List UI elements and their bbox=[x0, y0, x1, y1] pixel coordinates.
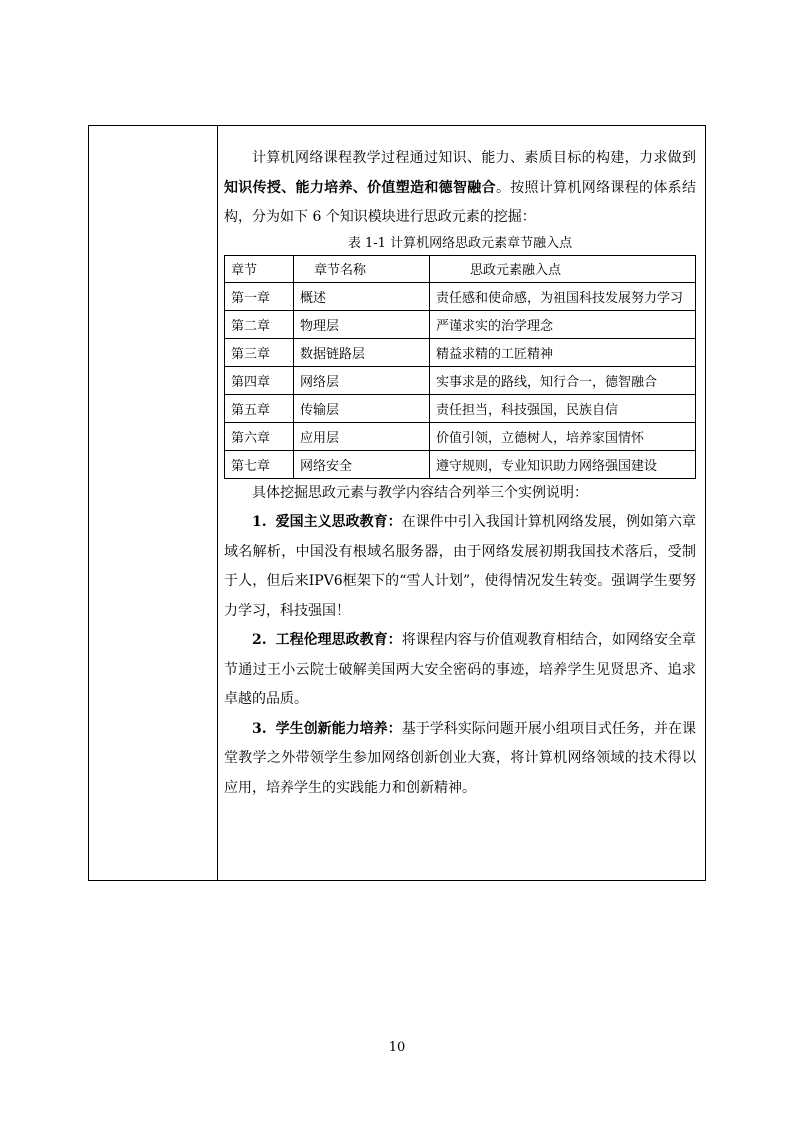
table-caption: 表 1-1 计算机网络思政元素章节融入点 bbox=[347, 235, 573, 251]
cell-element: 责任担当，科技强国，民族自信 bbox=[430, 394, 696, 422]
header-element: 思政元素融入点 bbox=[430, 255, 696, 282]
table-row bbox=[225, 366, 696, 394]
cell-chapter: 第六章 bbox=[225, 422, 294, 450]
cell-name: 传输层 bbox=[294, 394, 430, 422]
table-row bbox=[225, 394, 696, 422]
example-text: 将课程内容与价值观教育相结合，如网络安全章节通过王小云院士破解美国两大安全密码的事迹，培养学生见贤思齐、追求卓越的品质。 bbox=[224, 632, 697, 707]
cell-name: 数据链路层 bbox=[294, 338, 430, 366]
content-cell bbox=[224, 144, 696, 803]
cell-name: 应用层 bbox=[294, 422, 430, 450]
cell-element: 责任感和使命感，为祖国科技发展努力学习 bbox=[430, 282, 696, 310]
intro-bold-text: 知识传授、能力培养、价值塑造和德智融合 bbox=[224, 179, 496, 196]
cell-name: 物理层 bbox=[294, 310, 430, 338]
label-column bbox=[89, 126, 218, 880]
header-chapter: 章节 bbox=[225, 255, 294, 282]
example-number: 2. bbox=[252, 632, 267, 648]
table-row bbox=[225, 338, 696, 366]
example-paragraph-2 bbox=[224, 626, 696, 715]
example-title: 工程伦理思政教育： bbox=[275, 632, 402, 648]
example-text: 基于学科实际问题开展小组项目式任务，并在课堂教学之外带领学生参加网络创新创业大赛，将计算机网络领域的技术得以应用，培养学生的实践能力和创新精神。 bbox=[224, 720, 697, 796]
examples-intro: 具体挖掘思政元素与教学内容结合列举三个实例说明： bbox=[252, 484, 588, 501]
cell-element: 精益求精的工匠精神 bbox=[430, 338, 696, 366]
form-table bbox=[88, 125, 706, 881]
cell-name: 概述 bbox=[294, 282, 430, 310]
cell-chapter: 第一章 bbox=[225, 282, 294, 310]
page-number: 10 bbox=[388, 1040, 406, 1055]
intro-text: 计算机网络课程教学过程通过知识、能力、素质目标的构建，力求做到 bbox=[252, 150, 696, 166]
cell-element: 实事求是的路线，知行合一，德智融合 bbox=[430, 366, 696, 394]
cell-name: 网络层 bbox=[294, 366, 430, 394]
example-title: 爱国主义思政教育： bbox=[275, 514, 402, 530]
intro-suffix-text: 。按照计算机网络课程的体系结构，分为如下 6 个知识模块进行思政元素的挖掘： bbox=[224, 179, 696, 225]
example-text: 在课件中引入我国计算机网络发展，例如第六章域名解析，中国没有根域名服务器，由于网络发展初期我国技术落后，受制于人，但后来IPV6框架下的“雪人计划”，使得情况发生转变。强调学生要努力学习，科技强国！ bbox=[224, 514, 697, 619]
chapter-table bbox=[224, 255, 696, 479]
example-title: 学生创新能力培养： bbox=[275, 720, 402, 737]
table-row bbox=[225, 282, 696, 310]
cell-chapter: 第三章 bbox=[225, 338, 294, 366]
table-row bbox=[225, 450, 696, 478]
cell-chapter: 第七章 bbox=[225, 450, 294, 478]
table-row bbox=[225, 422, 696, 450]
intro-paragraph bbox=[224, 144, 696, 233]
cell-element: 遵守规则，专业知识助力网络强国建设 bbox=[430, 450, 696, 478]
example-number: 1. bbox=[252, 514, 267, 530]
cell-chapter: 第四章 bbox=[225, 366, 294, 394]
cell-element: 严谨求实的治学理念 bbox=[430, 310, 696, 338]
table-header-row bbox=[225, 255, 696, 282]
cell-element: 价值引领，立德树人，培养家国情怀 bbox=[430, 422, 696, 450]
example-paragraph-1 bbox=[224, 508, 696, 626]
cell-chapter: 第二章 bbox=[225, 310, 294, 338]
header-chapter-name: 章节名称 bbox=[294, 255, 430, 282]
example-number: 3. bbox=[252, 720, 267, 737]
table-row bbox=[225, 310, 696, 338]
example-paragraph-3 bbox=[224, 715, 696, 804]
cell-name: 网络安全 bbox=[294, 450, 430, 478]
cell-chapter: 第五章 bbox=[225, 394, 294, 422]
